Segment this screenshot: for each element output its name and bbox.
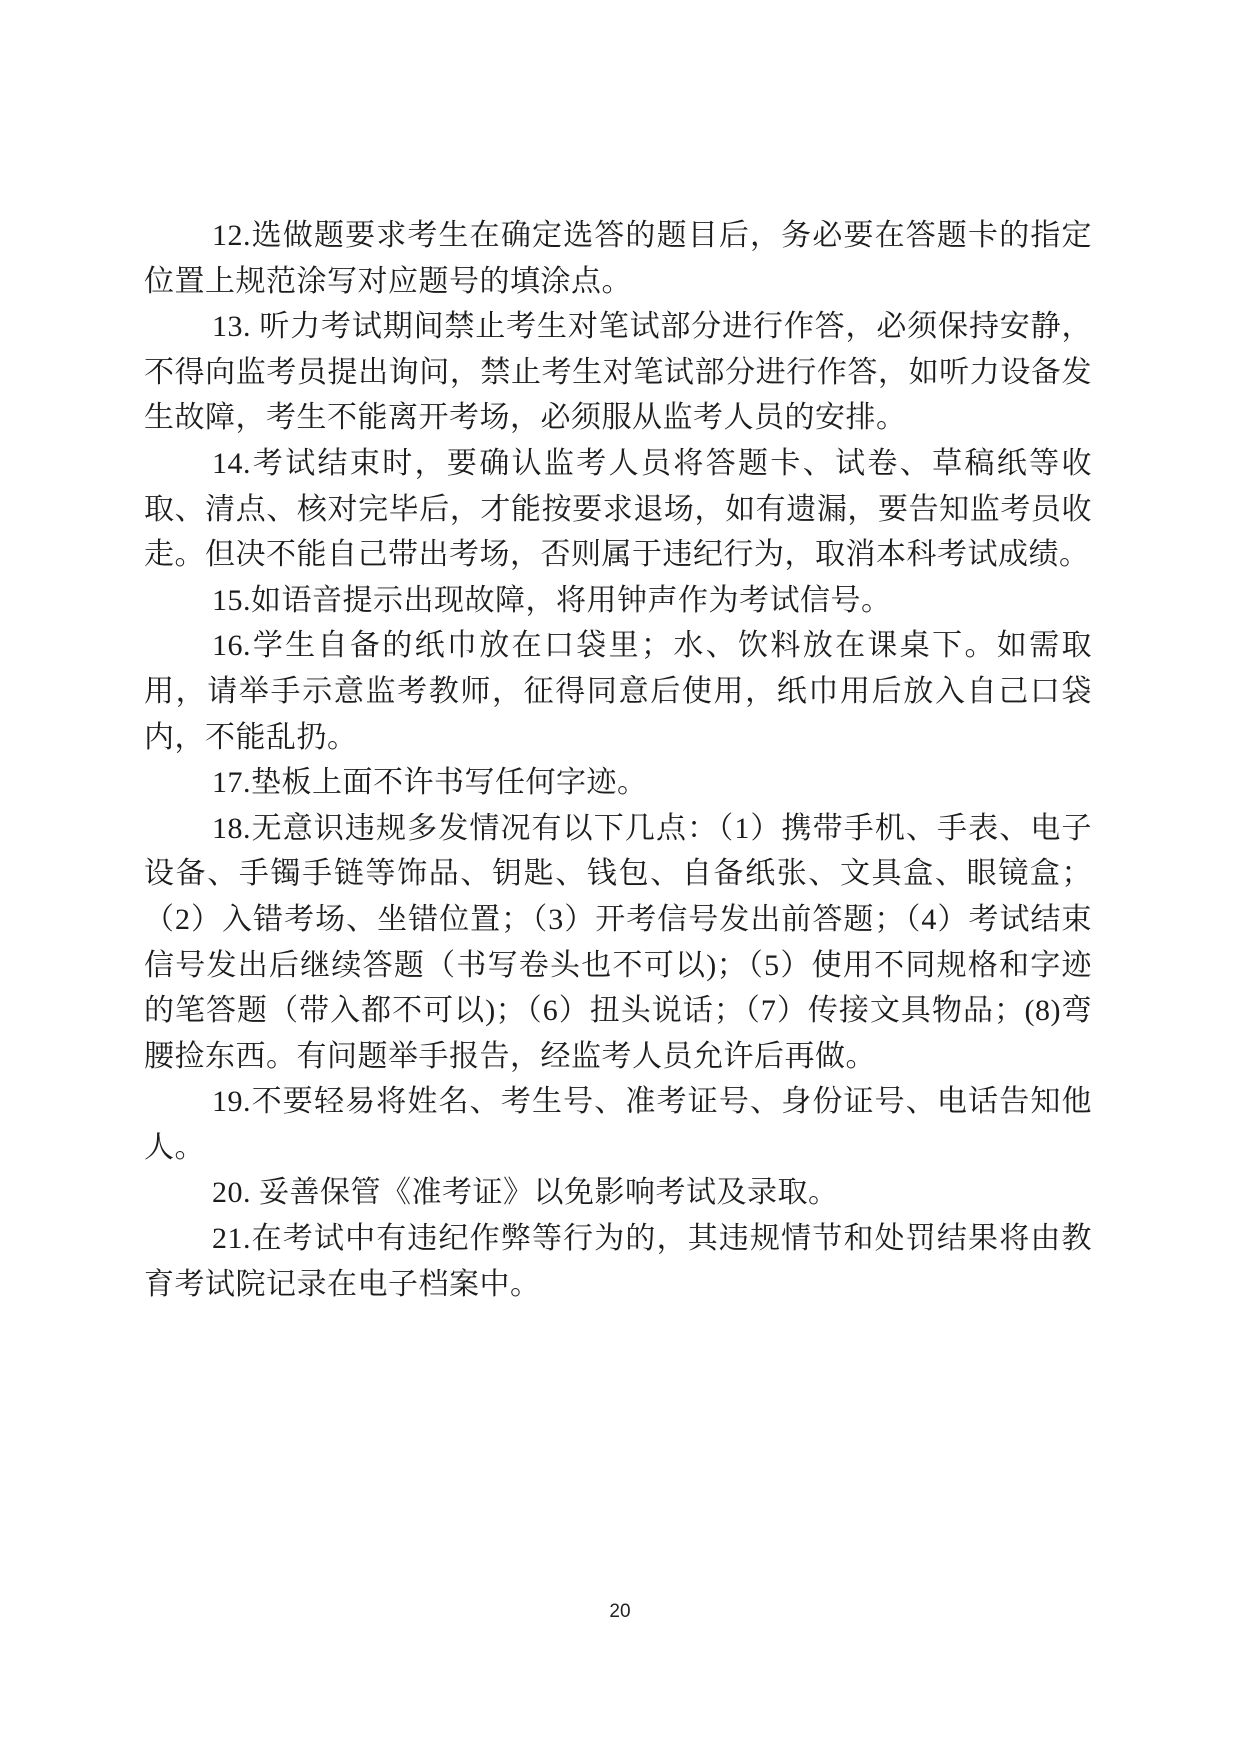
paragraph-item-18: 18.无意识违规多发情况有以下几点：（1）携带手机、手表、电子设备、手镯手链等饰品、钥匙、钱包、自备纸张、文具盒、眼镜盒；（2）入错考场、坐错位置；（3）开考信号发出前答题；（4）考试结束信号发出后继续答题（书写卷头也不可以)；（5）使用不同规格和字迹的笔答题（带入都不可以)；（6）扭头说话；（7）传接文具物品；(8)弯腰捡东西。有问题举手报告，经监考人员允许后再做。 (144, 811, 1092, 1073)
document-body (144, 213, 1092, 1307)
paragraph-item-16: 16.学生自备的纸巾放在口袋里；水、饮料放在课桌下。如需取用，请举手示意监考教师，征得同意后使用，纸巾用后放入自己口袋内，不能乱扔。 (144, 629, 1092, 754)
paragraph-item-20: 20. 妥善保管《准考证》以免影响考试及录取。 (212, 1176, 839, 1210)
paragraph-item-15: 15.如语音提示出现故障，将用钟声作为考试信号。 (212, 583, 892, 617)
paragraph-item-17: 17.垫板上面不许书写任何字迹。 (212, 766, 648, 800)
page-number: 20 (609, 1601, 631, 1622)
paragraph-item-21: 21.在考试中有违纪作弊等行为的，其违规情节和处罚结果将由教育考试院记录在电子档案中。 (144, 1222, 1092, 1301)
paragraph-item-14: 14.考试结束时，要确认监考人员将答题卡、试卷、草稿纸等收取、清点、核对完毕后，才能按要求退场，如有遗漏，要告知监考员收走。但决不能自己带出考场，否则属于违纪行为，取消本科考试成绩。 (144, 446, 1092, 572)
paragraph-item-12: 12.选做题要求考生在确定选答的题目后，务必要在答题卡的指定位置上规范涂写对应题号的填涂点。 (144, 219, 1092, 298)
paragraph-item-13: 13. 听力考试期间禁止考生对笔试部分进行作答，必须保持安静，不得向监考员提出询问，禁止考生对笔试部分进行作答，如听力设备发生故障，考生不能离开考场，必须服从监考人员的安排。 (144, 310, 1092, 435)
paragraph-item-19: 19.不要轻易将姓名、考生号、准考证号、身份证号、电话告知他人。 (144, 1085, 1092, 1164)
